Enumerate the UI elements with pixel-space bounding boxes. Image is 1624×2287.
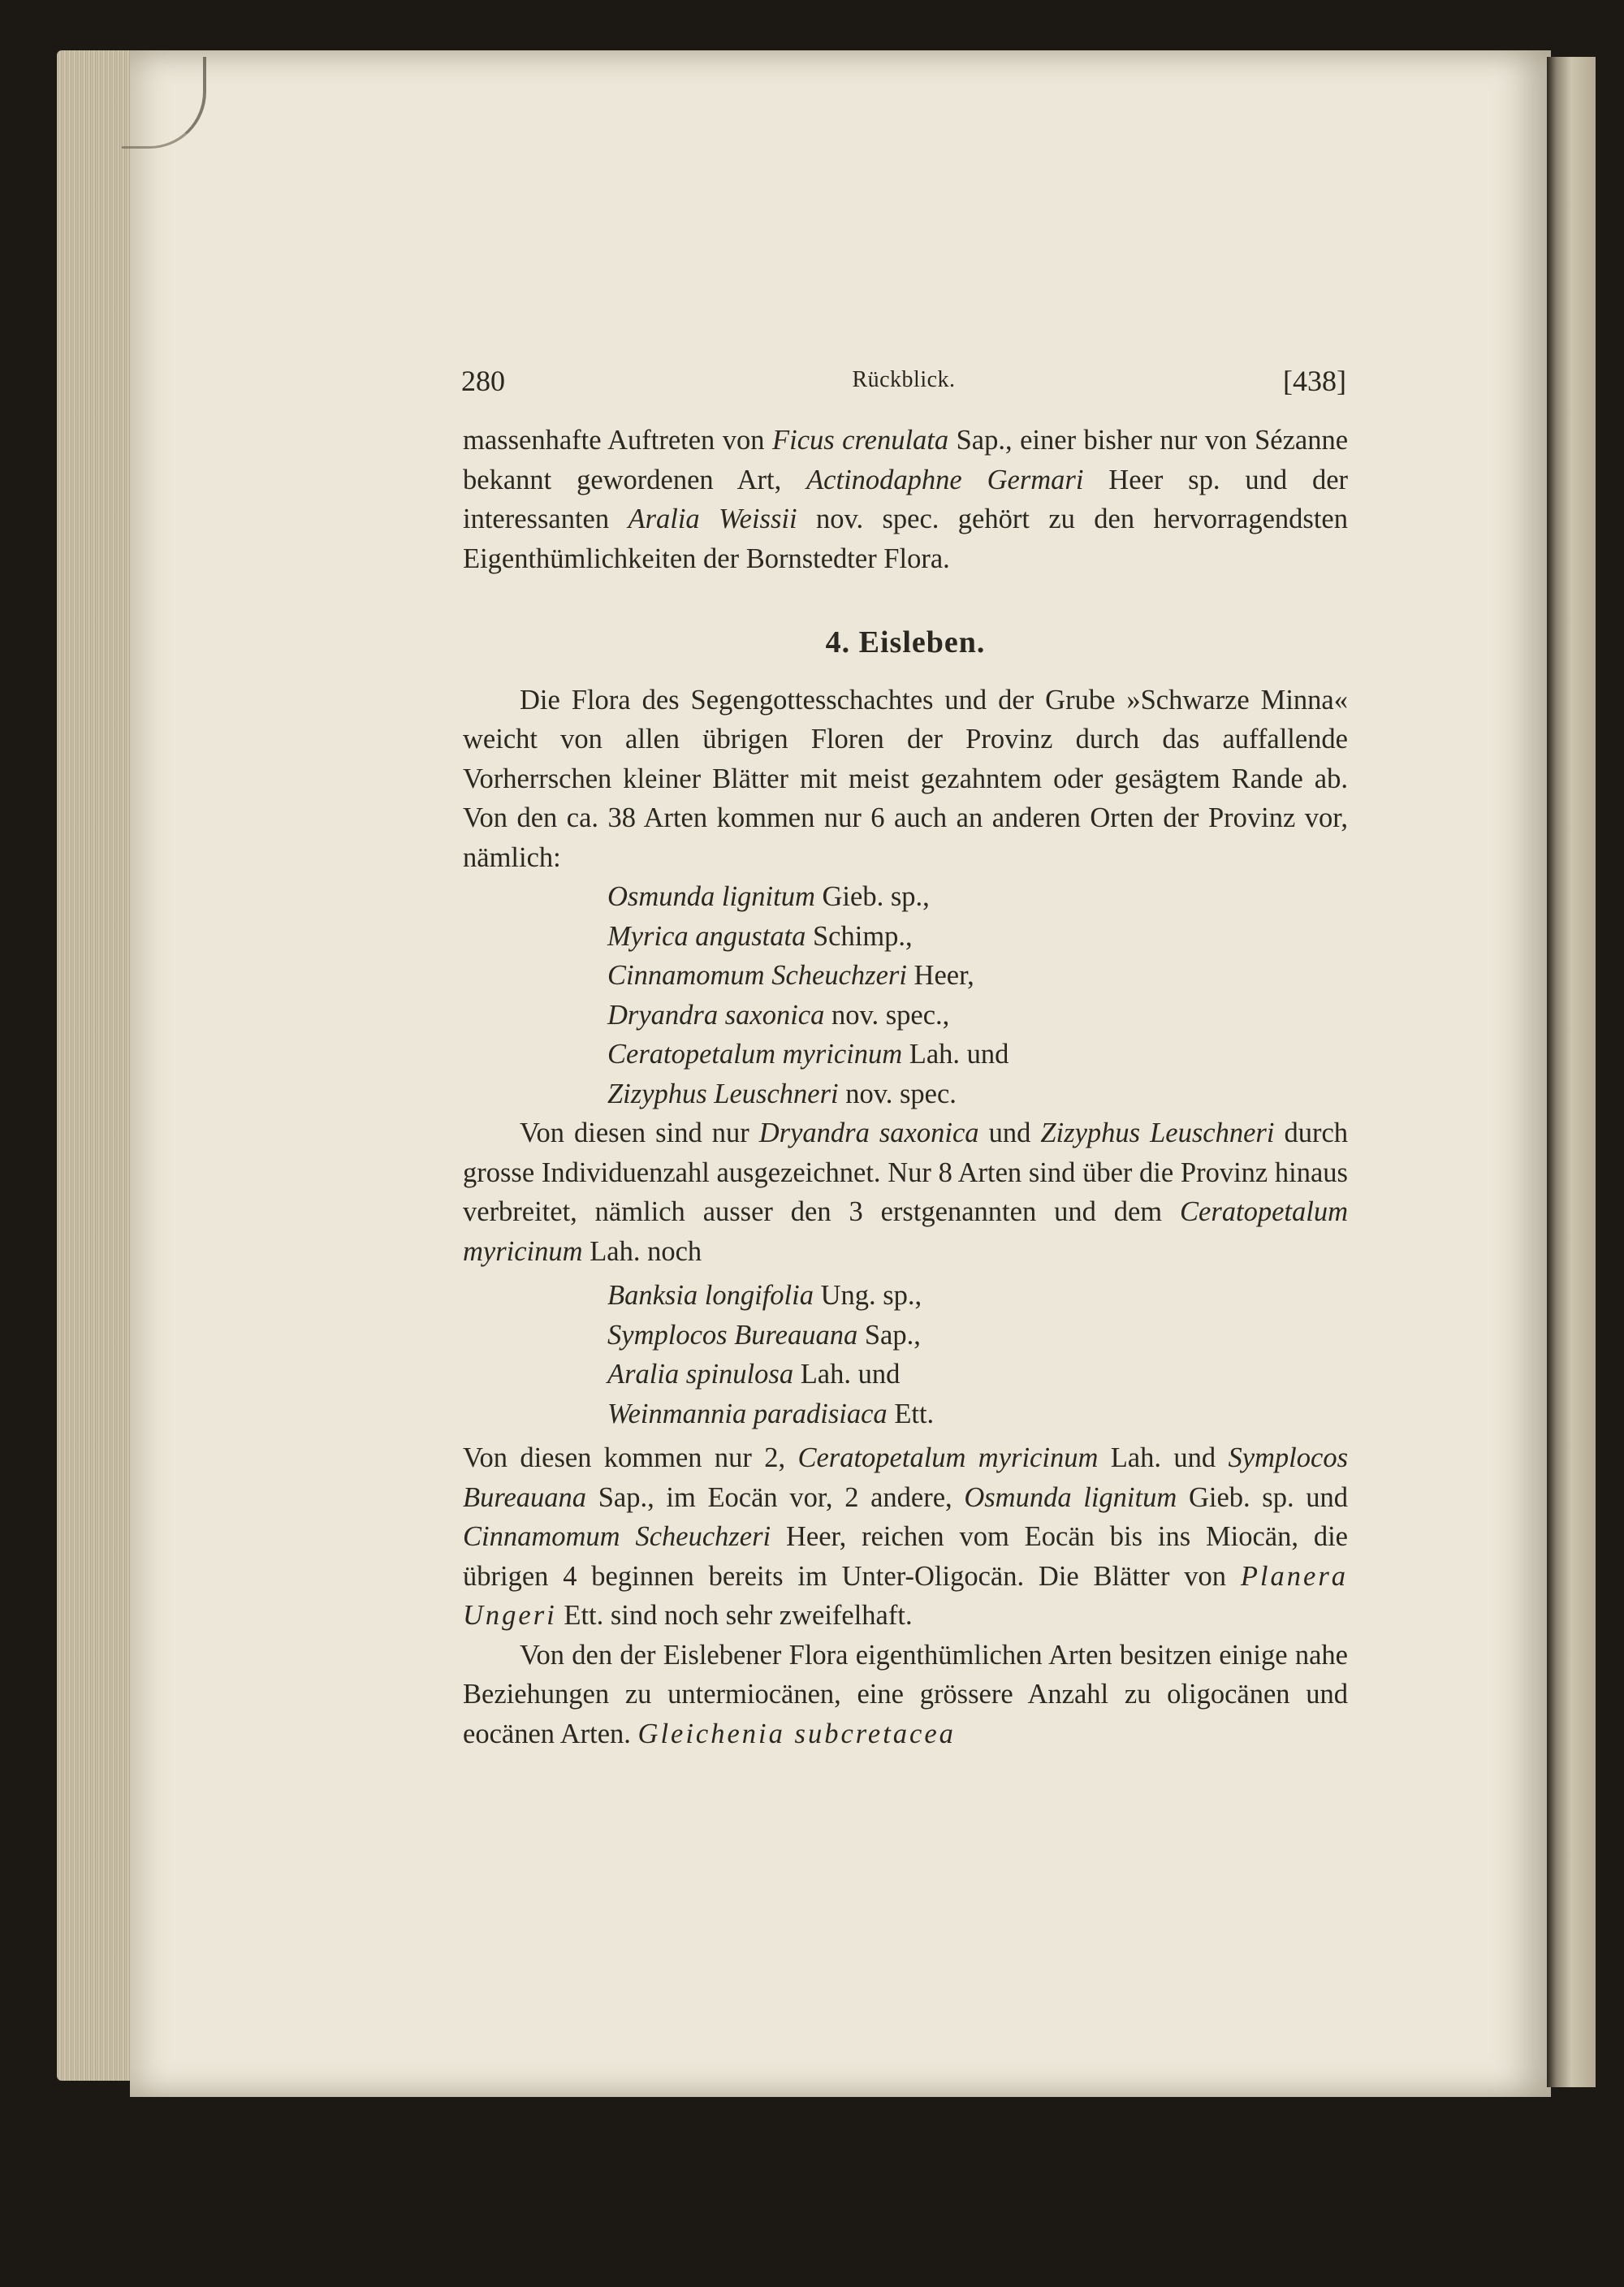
list-item: Cinnamomum Scheuchzeri Heer, [607,960,974,991]
list-item: Myrica angustata Schimp., [607,920,913,952]
paragraph-1: massenhafte Auftreten von Ficus crenulata Sap., einer bisher nur von Sézanne bekannt gewordenen Art, Actinodaphne Germari Heer sp. und der interessanten Aralia Weissii nov. spec. gehört zu den hervorragendsten Eigenthümlichkeiten der Bornstedter Flora. [463,425,1349,574]
species-list-1 [607,877,1348,1113]
paragraph-4: Von diesen kommen nur 2, Ceratopetalum myricinum Lah. und Symplocos Bureauana Sap., im Eocän vor, 2 andere, Osmunda lignitum Gieb. sp. und Cinnamomum Scheuchzeri Heer, reichen vom Eocän bis ins Miocän, die übrigen 4 beginnen bereits im Unter-Oligocän. Die Blätter von Planera Ungeri Ett. sind noch sehr zweifelhaft. [463,1442,1349,1631]
body-text [463,421,1348,1753]
running-head: Rückblick. [852,367,956,392]
list-item: Weinmannia paradisiaca Ett. [607,1398,935,1429]
page-number: 280 [461,365,505,397]
original-page-number: [438] [1283,365,1346,397]
list-item: Ceratopetalum myricinum Lah. und [607,1039,1009,1070]
paragraph-3: Von diesen sind nur Dryandra saxonica und Zizyphus Leuschneri durch grosse Individuenzahl ausgezeichnet. Nur 8 Arten sind über die Provinz hinaus verbreitet, nämlich ausser den 3 erstgenannten und dem Ceratopetalum myricinum Lah. noch [463,1118,1349,1267]
species-list-2 [607,1276,1348,1433]
right-page-fold [1547,57,1596,2087]
paragraph-5: Von den der Eislebener Flora eigenthümlichen Arten besitzen einige nahe Beziehungen zu untermiocänen, eine grössere Anzahl zu oligocänen und eocänen Arten. Gleichenia subcretacea [463,1639,1348,1749]
list-item: Zizyphus Leuschneri nov. spec. [607,1078,957,1109]
page-header [461,364,1346,404]
list-item: Osmunda lignitum Gieb. sp., [607,881,930,912]
list-item: Banksia longifolia Ung. sp., [607,1280,922,1311]
list-item: Symplocos Bureauana Sap., [607,1319,921,1351]
paragraph-2: Die Flora des Segengottesschachtes und der Grube »Schwarze Minna« weicht von allen übrigen Floren der Provinz durch das auffallende Vorherrschen kleiner Blätter mit meist gezahntem oder gesägtem Rande ab. Von den ca. 38 Arten kommen nur 6 auch an anderen Orten der Provinz vor, nämlich: [463,684,1348,873]
list-item: Dryandra saxonica nov. spec., [607,999,950,1031]
list-item: Aralia spinulosa Lah. und [607,1359,901,1390]
section-heading: 4. Eisleben. [825,625,986,659]
